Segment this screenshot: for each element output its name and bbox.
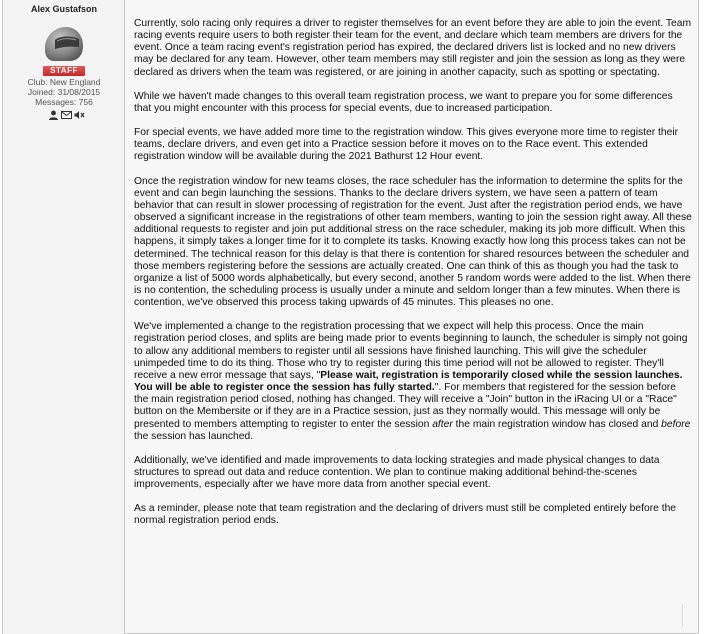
author-panel <box>3 0 125 634</box>
emphasis-after: after <box>432 418 453 430</box>
error-message-quote: Please wait, registration is temporarily closed while the session launches. You will be able to register once the session has fully started. <box>134 369 683 394</box>
post-body <box>134 18 692 528</box>
post-paragraph: Currently, solo racing only requires a driver to register themselves for an event before they are able to join the event. Team racing events require users to both register their team for the event, and declare which team members are drivers for the event. Once a team racing event's registration period has expired, the declared drivers list is locked and no new drivers may be declared for any team. However, other team members may still register and join the session as long as they were declared as drivers when the team was registered, or are joining in another capacity, such as spotting or spectating. <box>134 18 692 78</box>
post-paragraph <box>134 321 692 443</box>
post-text: the main registration window has closed and <box>452 418 662 430</box>
author-club: Club: New England <box>27 77 101 87</box>
post-paragraph: Additionally, we've identified and made improvements to data locking strategies and made physical changes to data structures to spread out data and reduce contention. We plan to continue making additional behind-the-scenes improvements, especially after we have more data from another special event. <box>134 454 660 491</box>
post-text: We've implemented a change to the registration processing that we expect will help this process. Once the main registration period closes, and splits are being made prior to events beginning to launch, the scheduler is simply not going to allow any additional members to register until all sessions have finished launching. This will give the scheduler unimpeded time to do its thing. Those who try to register during this time period will not be allowed to register. They'll receive a new error message that says, " <box>134 321 688 381</box>
author-messages: Messages: 756 <box>35 97 93 107</box>
post-paragraph: As a reminder, please note that team registration and the declaring of drivers must still be completed entirely before the normal registration period ends. <box>134 503 677 527</box>
post-paragraph: For special events, we have added more time to the registration window. This gives everyone more time to register their teams, declare drivers, and even get into a Practice session before it moves on to the Race event. This extended registration window will be available during the 2021 Bathurst 12 Hour event. <box>134 127 679 163</box>
mute-icon[interactable] <box>74 107 85 117</box>
scrollbar[interactable] <box>682 604 692 626</box>
staff-badge: STAFF <box>43 66 85 76</box>
forum-post <box>2 0 699 634</box>
post-paragraph: While we haven't made changes to this overall team registration process, we want to prepare you for some differences that you might encounter with this process for special events, due to increased participation. <box>134 90 673 114</box>
author-actions <box>46 107 86 117</box>
emphasis-before: before <box>661 418 691 430</box>
post-text: the session has launched. <box>134 430 254 442</box>
post-paragraph: Once the registration window for new teams closes, the race scheduler has the information to determine the splits for the event and can begin launching the sessions. Thanks to the declare drivers system, we have seen a pattern of team behavior that can result in slower processing of registration for the event. Just after the registration period ends, we have observed a significant increase in the registrations of other team members, wanting to join the session right away. All these additional requests to register and join put additional stress on the race scheduler, making its job more difficult. When this happens, it simply takes a longer time for it to complete its tasks. Knowing exactly how long this process takes can not be determined. The technical reason for this delay is that there is contention for shared resources between the scheduler and those members registering before the sessions are actually created. One can think of this as though you had the task to organize a list of 5000 words alphabetically, but every second, another 5 random words were added to the list. When there is no contention, the scheduling process is usually under a minute and seldom longer than a few minutes. When there is contention, we've observed this process taking upwards of 45 minutes. This pleases no one. <box>134 175 692 309</box>
helmet-avatar-icon[interactable] <box>41 24 85 64</box>
author-joined: Joined: 31/08/2015 <box>27 87 101 97</box>
profile-icon[interactable] <box>48 107 59 117</box>
post-text: ". For members that registered for the session before the main registration period closed, nothing has changed. They will receive a "Join" button in the iRacing UI or a "Race" button on the Membersite or if they are in a Practice session, just as they normally would. This message will only be presented to members attempting to register to enter the session <box>134 382 677 430</box>
author-name[interactable]: Alex Gustafson <box>30 4 97 14</box>
mail-icon[interactable] <box>61 107 72 117</box>
